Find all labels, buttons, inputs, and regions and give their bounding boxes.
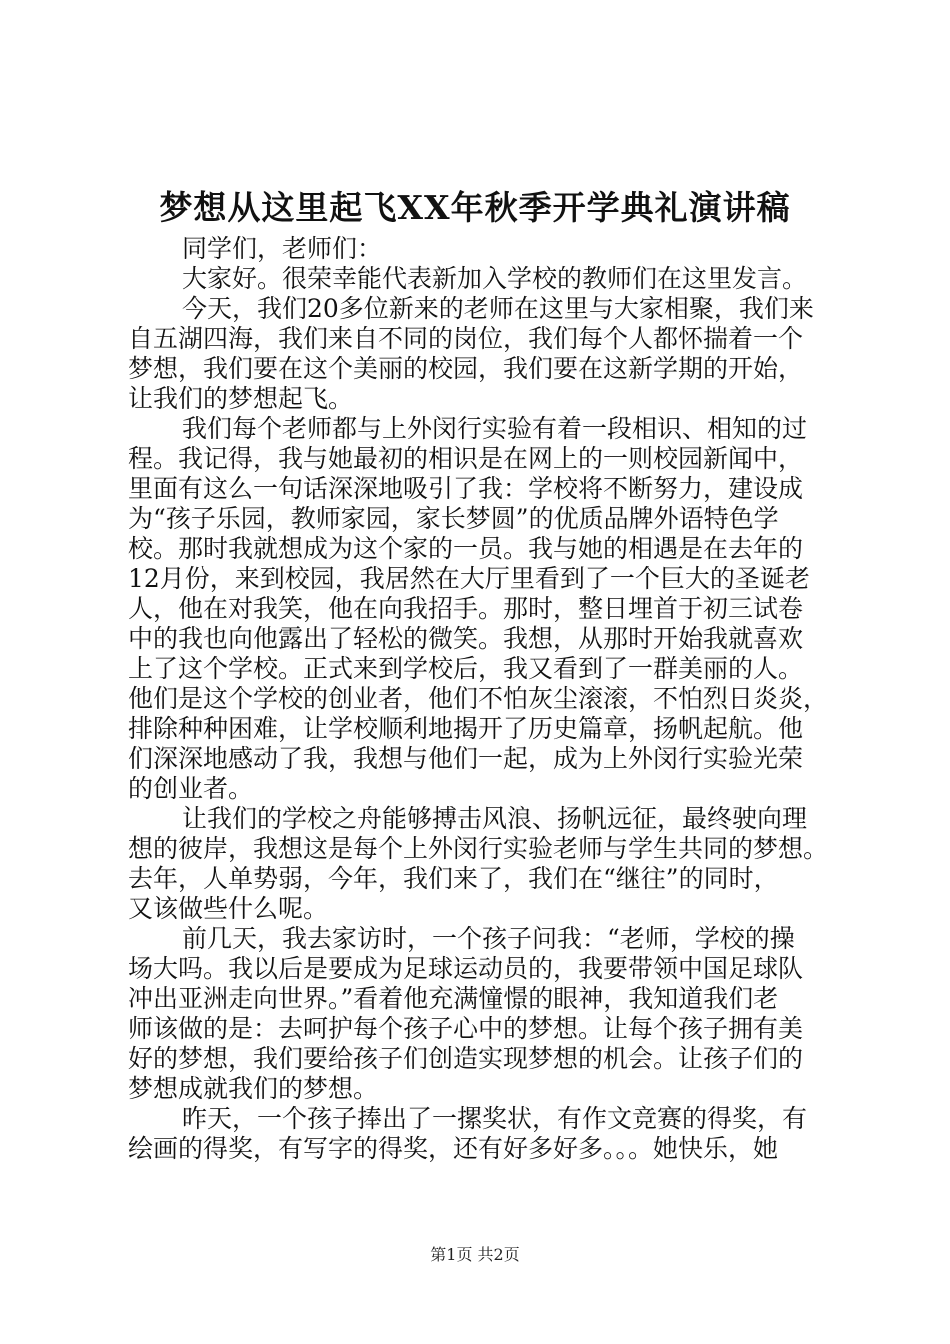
paragraph-line: 前几天，我去家访时，一个孩子问我：“老师，学校的操 — [182, 924, 795, 953]
paragraph-line: 12月份，来到校园，我居然在大厅里看到了一个巨大的圣诞老 — [128, 564, 810, 593]
paragraph-line: 梦想，我们要在这个美丽的校园，我们要在这新学期的开始， — [128, 354, 804, 383]
paragraph-line: 们深深地感动了我，我想与他们一起，成为上外闵行实验光荣 — [128, 744, 804, 773]
paragraph-line: 里面有这么一句话深深地吸引了我：学校将不断努力，建设成 — [128, 474, 804, 503]
paragraph-line: 排除种种困难，让学校顺利地揭开了历史篇章，扬帆起航。他 — [128, 714, 804, 743]
paragraph-line: 又该做些什么呢。 — [128, 894, 329, 923]
paragraph-line: 绘画的得奖，有写字的得奖，还有好多好多。。。她快乐，她 — [128, 1134, 779, 1163]
paragraph-line: 同学们，老师们： — [182, 234, 383, 263]
paragraph-line: 好的梦想，我们要给孩子们创造实现梦想的机会。让孩子们的 — [128, 1044, 804, 1073]
paragraph-line: 上了这个学校。正式来到学校后，我又看到了一群美丽的人。 — [128, 654, 804, 683]
paragraph-line: 自五湖四海，我们来自不同的岗位，我们每个人都怀揣着一个 — [128, 324, 804, 353]
paragraph-line: 师该做的是：去呵护每个孩子心中的梦想。让每个孩子拥有美 — [128, 1014, 804, 1043]
paragraph-line: 今天，我们20多位新来的老师在这里与大家相聚，我们来 — [182, 294, 814, 323]
paragraph-line: 他们是这个学校的创业者，他们不怕灰尘滚滚，不怕烈日炎炎， — [128, 684, 829, 713]
paragraph-line: 去年，人单势弱，今年，我们来了，我们在“继往”的同时， — [128, 864, 779, 893]
paragraph-line: 场大吗。我以后是要成为足球运动员的，我要带领中国足球队 — [128, 954, 804, 983]
paragraph-line: 我们每个老师都与上外闵行实验有着一段相识、相知的过 — [182, 414, 808, 443]
document-body — [128, 234, 828, 1164]
paragraph-line: 冲出亚洲走向世界。”看着他充满憧憬的眼神，我知道我们老 — [128, 984, 779, 1013]
paragraph-line: 人，他在对我笑，他在向我招手。那时，整日埋首于初三试卷 — [128, 594, 804, 623]
paragraph-line: 程。我记得，我与她最初的相识是在网上的一则校园新闻中， — [128, 444, 804, 473]
paragraph-line: 为“孩子乐园，教师家园，家长梦圆”的优质品牌外语特色学 — [128, 504, 779, 533]
paragraph-line: 的创业者。 — [128, 774, 254, 803]
paragraph-line: 梦想成就我们的梦想。 — [128, 1074, 379, 1103]
paragraph-line: 中的我也向他露出了轻松的微笑。我想，从那时开始我就喜欢 — [128, 624, 804, 653]
document-title: 梦想从这里起飞XX年秋季开学典礼演讲稿 — [159, 188, 791, 227]
paragraph-line: 让我们的梦想起飞。 — [128, 384, 354, 413]
paragraph-line: 昨天，一个孩子捧出了一摞奖状，有作文竞赛的得奖，有 — [182, 1104, 808, 1133]
paragraph-line: 大家好。很荣幸能代表新加入学校的教师们在这里发言。 — [182, 264, 808, 293]
paragraph-line: 想的彼岸，我想这是每个上外闵行实验老师与学生共同的梦想。 — [128, 834, 829, 863]
paragraph-line: 让我们的学校之舟能够搏击风浪、扬帆远征，最终驶向理 — [182, 804, 808, 833]
paragraph-line: 校。那时我就想成为这个家的一员。我与她的相遇是在去年的 — [128, 534, 804, 563]
page-footer: 第1页 共2页 — [430, 1245, 520, 1264]
